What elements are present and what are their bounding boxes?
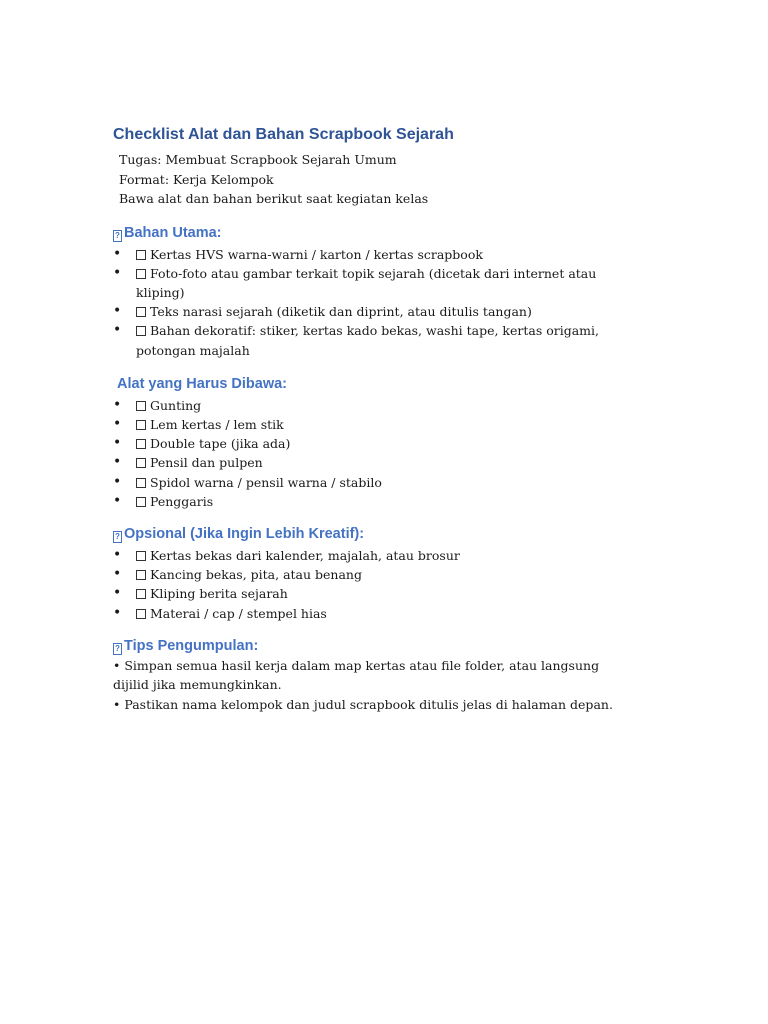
list-item [113, 434, 633, 453]
checkbox-icon [136, 307, 146, 317]
intro-block [119, 150, 633, 209]
section-heading-opsional [113, 524, 633, 544]
intro-format: Format: Kerja Kelompok [119, 171, 274, 187]
list-item [113, 415, 633, 434]
list-item-text: Kliping berita sejarah [150, 586, 288, 602]
list-item-text: Materai / cap / stempel hias [150, 605, 327, 621]
checkbox-icon [136, 551, 146, 561]
list-item-text: Gunting [150, 397, 202, 413]
list-item-text: Double tape (jika ada) [150, 436, 291, 452]
checklist-bahan [113, 245, 633, 360]
list-item-text: Bahan dekoratif: stiker, kertas kado bekas, washi tape, kertas origami, potongan majalah [136, 323, 600, 358]
checklist-opsional [113, 546, 633, 623]
missing-glyph-icon: ? [113, 230, 122, 242]
checklist-alat [113, 396, 633, 511]
missing-glyph-icon: ? [113, 643, 122, 655]
checkbox-icon [136, 439, 146, 449]
tips-block [113, 656, 633, 715]
checkbox-icon [136, 420, 146, 430]
section-heading-tips [113, 636, 633, 656]
list-item-text: Kancing bekas, pita, atau benang [150, 567, 362, 583]
list-item [113, 245, 633, 264]
checkbox-icon [136, 609, 146, 619]
intro-instruction: Bawa alat dan bahan berikut saat kegiatan kelas [119, 191, 429, 206]
tips-line: • Simpan semua hasil kerja dalam map kertas atau file folder, atau langsung dijilid jika memungkinkan. [113, 657, 600, 693]
list-item [113, 604, 633, 623]
checkbox-icon [136, 458, 146, 468]
list-item-text: Kertas bekas dari kalender, majalah, atau brosur [150, 547, 460, 563]
document-title: Checklist Alat dan Bahan Scrapbook Sejarah [113, 126, 454, 143]
section-heading-alat: Alat yang Harus Dibawa: [117, 375, 288, 392]
checkbox-icon [136, 269, 146, 279]
checkbox-icon [136, 589, 146, 599]
checkbox-icon [136, 497, 146, 507]
list-item [113, 584, 633, 603]
list-item-text: Lem kertas / lem stik [150, 416, 284, 432]
section-heading-opsional-text: Opsional (Jika Ingin Lebih Kreatif): [124, 525, 365, 542]
list-item [113, 396, 633, 415]
list-item [113, 546, 633, 565]
list-item-text: Kertas HVS warna-warni / karton / kertas scrapbook [150, 246, 483, 262]
document-page [113, 124, 633, 714]
list-item-text: Spidol warna / pensil warna / stabilo [150, 474, 382, 490]
list-item-text: Penggaris [150, 493, 214, 509]
checkbox-icon [136, 478, 146, 488]
list-item-text: Foto-foto atau gambar terkait topik sejarah (dicetak dari internet atau kliping) [136, 265, 597, 300]
checkbox-icon [136, 401, 146, 411]
list-item-text: Pensil dan pulpen [150, 455, 263, 471]
list-item [113, 321, 633, 359]
intro-task: Tugas: Membuat Scrapbook Sejarah Umum [119, 152, 397, 167]
checkbox-icon [136, 326, 146, 336]
section-heading-bahan-text: Bahan Utama: [124, 224, 222, 241]
list-item [113, 453, 633, 472]
tips-line: • Pastikan nama kelompok dan judul scrapbook ditulis jelas di halaman depan. [113, 696, 613, 712]
missing-glyph-icon: ? [113, 531, 122, 543]
checkbox-icon [136, 570, 146, 580]
list-item [113, 492, 633, 511]
list-item [113, 302, 633, 321]
list-item-text: Teks narasi sejarah (diketik dan diprint, atau ditulis tangan) [150, 304, 532, 320]
list-item [113, 264, 633, 302]
section-heading-bahan [113, 223, 633, 243]
list-item [113, 565, 633, 584]
checkbox-icon [136, 250, 146, 260]
list-item [113, 473, 633, 492]
section-heading-tips-text: Tips Pengumpulan: [124, 637, 259, 654]
